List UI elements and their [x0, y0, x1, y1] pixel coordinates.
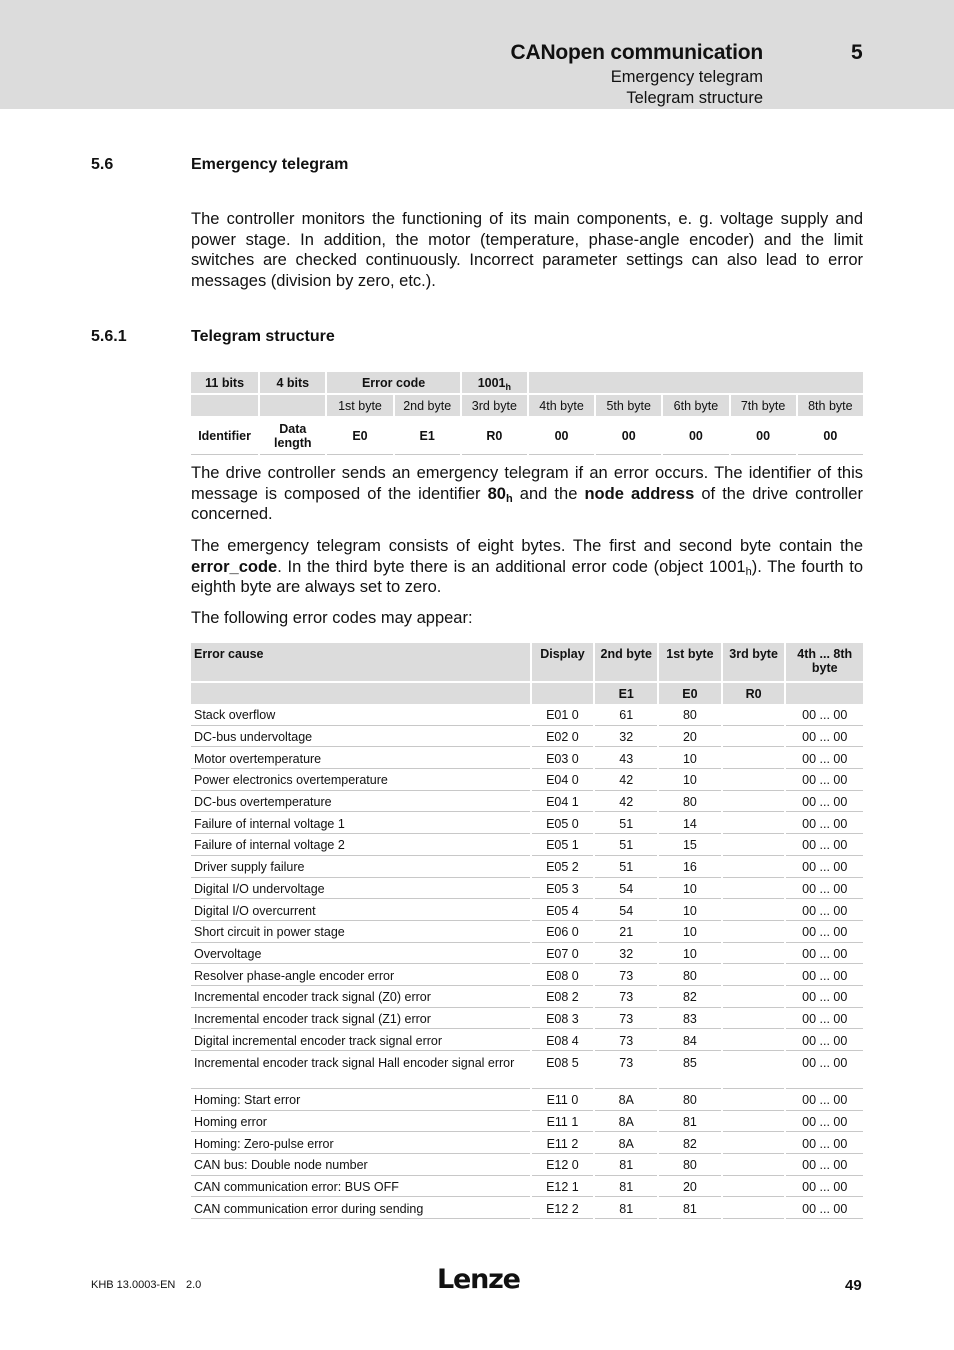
table-cell: Digital I/O undervoltage — [191, 880, 530, 900]
table-cell: 54 — [595, 901, 657, 921]
table-cell: 10 — [659, 945, 721, 965]
table-cell: 10 — [659, 901, 721, 921]
table-cell: 42 — [595, 793, 657, 813]
column-header: Error cause — [191, 643, 530, 681]
table-cell: Homing error — [191, 1113, 530, 1133]
table-cell: E07 0 — [532, 945, 594, 965]
table-cell — [723, 880, 785, 900]
byte-label: 4th byte — [529, 395, 594, 416]
table-cell — [723, 1053, 785, 1089]
column-header: 3rd byte — [723, 643, 785, 681]
table-cell — [723, 1031, 785, 1051]
table-cell: E08 3 — [532, 1010, 594, 1030]
empty-cell — [260, 395, 325, 416]
table-cell: E08 0 — [532, 966, 594, 986]
table-cell: 32 — [595, 728, 657, 748]
table-cell: 00 ... 00 — [786, 1031, 863, 1051]
table-row — [191, 1134, 863, 1154]
table-cell: Overvoltage — [191, 945, 530, 965]
table-cell — [723, 1199, 785, 1219]
table-cell: 42 — [595, 771, 657, 791]
table-cell: DC-bus overtemperature — [191, 793, 530, 813]
section-title: Emergency telegram — [191, 156, 349, 173]
lenze-logo: Lenze — [437, 1264, 520, 1295]
table-row — [191, 793, 863, 813]
table-cell: 80 — [659, 793, 721, 813]
table-cell: 80 — [659, 706, 721, 726]
header-subtitle-2: Telegram structure — [626, 89, 763, 107]
table-cell: 10 — [659, 771, 721, 791]
table-cell: 61 — [595, 706, 657, 726]
table-cell: E11 2 — [532, 1134, 594, 1154]
column-header: 1st byte — [659, 643, 721, 681]
table-cell: 21 — [595, 923, 657, 943]
column-header: 2nd byte — [595, 643, 657, 681]
table-cell: E12 0 — [532, 1156, 594, 1176]
table-cell: E05 3 — [532, 880, 594, 900]
byte-label: 6th byte — [663, 395, 728, 416]
table-cell: 10 — [659, 880, 721, 900]
table-cell: 00 ... 00 — [786, 728, 863, 748]
table-cell: 00 ... 00 — [786, 836, 863, 856]
table-cell: Short circuit in power stage — [191, 923, 530, 943]
table-cell — [723, 988, 785, 1008]
table-cell: Stack overflow — [191, 706, 530, 726]
table-cell: 80 — [659, 966, 721, 986]
table-cell: Homing: Zero-pulse error — [191, 1134, 530, 1154]
empty-cell — [191, 395, 258, 416]
subheader-cell: E1 — [595, 683, 657, 704]
table-cell: Homing: Start error — [191, 1091, 530, 1111]
table-cell: E12 1 — [532, 1178, 594, 1198]
table-cell: 51 — [595, 814, 657, 834]
table-cell: 85 — [659, 1053, 721, 1089]
table-cell: Incremental encoder track signal (Z1) error — [191, 1010, 530, 1030]
table-cell: 00 ... 00 — [786, 901, 863, 921]
table-row — [191, 858, 863, 878]
byte-value: 00 — [663, 418, 728, 455]
table-cell: 20 — [659, 1178, 721, 1198]
table-cell: 43 — [595, 749, 657, 769]
table-cell — [723, 1156, 785, 1176]
table-cell: 16 — [659, 858, 721, 878]
telegram-structure-table — [189, 370, 865, 457]
table-cell: 00 ... 00 — [786, 1010, 863, 1030]
subheader-cell: E0 — [659, 683, 721, 704]
chapter-title: CANopen communication — [510, 41, 763, 64]
subheader-cell — [786, 683, 863, 704]
table-cell: 73 — [595, 1010, 657, 1030]
table-cell: E04 0 — [532, 771, 594, 791]
error-code-header: Error code — [327, 372, 459, 393]
table-cell — [723, 1091, 785, 1111]
table-row — [191, 923, 863, 943]
table-cell: E12 2 — [532, 1199, 594, 1219]
table-row — [191, 814, 863, 834]
bits11-header: 11 bits — [191, 372, 258, 393]
byte-label: 1st byte — [327, 395, 392, 416]
byte-label: 5th byte — [596, 395, 661, 416]
table-cell: 00 ... 00 — [786, 1178, 863, 1198]
error-table-header — [191, 643, 863, 681]
table-cell: Power electronics overtemperature — [191, 771, 530, 791]
table-cell: 82 — [659, 1134, 721, 1154]
table-cell: 10 — [659, 923, 721, 943]
table-cell: 73 — [595, 1031, 657, 1051]
byte-label: 3rd byte — [462, 395, 527, 416]
byte-label: 2nd byte — [395, 395, 460, 416]
section-number: 5.6 — [91, 156, 114, 173]
table-cell — [723, 901, 785, 921]
table-row — [191, 1156, 863, 1176]
table-cell: 00 ... 00 — [786, 1156, 863, 1176]
table-cell — [723, 966, 785, 986]
table-cell: E03 0 — [532, 749, 594, 769]
byte-value: 00 — [798, 418, 863, 455]
chapter-number: 5 — [851, 41, 863, 64]
table-cell: 81 — [659, 1113, 721, 1133]
table-cell: E05 0 — [532, 814, 594, 834]
table-cell: E05 1 — [532, 836, 594, 856]
table-cell: 81 — [659, 1199, 721, 1219]
table-cell: E08 4 — [532, 1031, 594, 1051]
table-cell: 14 — [659, 814, 721, 834]
table-row — [191, 966, 863, 986]
table-cell: Digital incremental encoder track signal error — [191, 1031, 530, 1051]
table-cell: 00 ... 00 — [786, 1134, 863, 1154]
table-cell: 00 ... 00 — [786, 923, 863, 943]
subheader-cell — [532, 683, 594, 704]
table-row — [191, 728, 863, 748]
table-cell — [723, 1010, 785, 1030]
table-row — [191, 1031, 863, 1051]
table-row — [191, 945, 863, 965]
table-cell: 84 — [659, 1031, 721, 1051]
table-row — [191, 988, 863, 1008]
table-row — [191, 749, 863, 769]
table-row — [191, 1199, 863, 1219]
table-cell: 8A — [595, 1134, 657, 1154]
table-cell: DC-bus undervoltage — [191, 728, 530, 748]
table-cell: Incremental encoder track signal Hall encoder signal error — [191, 1053, 530, 1089]
table-cell: E11 0 — [532, 1091, 594, 1111]
document-version: 2.0 — [186, 1279, 202, 1291]
table-cell: 73 — [595, 966, 657, 986]
table-cell: 00 ... 00 — [786, 1113, 863, 1133]
column-header: 4th ... 8th byte — [786, 643, 863, 681]
table-cell: 00 ... 00 — [786, 1091, 863, 1111]
table-row — [191, 771, 863, 791]
table-cell: E01 0 — [532, 706, 594, 726]
header-subtitle-1: Emergency telegram — [610, 68, 763, 86]
table-cell: 20 — [659, 728, 721, 748]
table-cell: 32 — [595, 945, 657, 965]
table-cell — [723, 814, 785, 834]
document-number: KHB 13.0003-EN — [91, 1279, 176, 1291]
table-cell: Motor overtemperature — [191, 749, 530, 769]
header-band — [0, 0, 954, 109]
error-codes-intro: The following error codes may appear: — [191, 609, 473, 627]
table-cell: E04 1 — [532, 793, 594, 813]
table-cell: 00 ... 00 — [786, 880, 863, 900]
table-cell — [723, 771, 785, 791]
identifier-paragraph: The drive controller sends an emergency telegram if an error occurs. The identifier of this message is composed of the identifier $80_h$ and the node address of the drive controller concerned. — [191, 464, 863, 524]
table-cell: 00 ... 00 — [786, 1199, 863, 1219]
table-row — [191, 836, 863, 856]
table-cell: 00 ... 00 — [786, 749, 863, 769]
table-cell: Resolver phase-angle encoder error — [191, 966, 530, 986]
byte-value: R0 — [462, 418, 527, 455]
column-header: Display — [532, 643, 594, 681]
object-header: $1001_h$ — [462, 372, 527, 393]
table-cell: 80 — [659, 1091, 721, 1111]
table-cell: E05 4 — [532, 901, 594, 921]
table-cell — [723, 1134, 785, 1154]
table-cell — [723, 836, 785, 856]
table-cell — [723, 858, 785, 878]
error-table-body — [191, 706, 863, 1219]
table-cell: 00 ... 00 — [786, 793, 863, 813]
table-row — [191, 880, 863, 900]
subsection-number: 5.6.1 — [91, 328, 127, 345]
table-cell: 00 ... 00 — [786, 858, 863, 878]
table-cell: CAN bus: Double node number — [191, 1156, 530, 1176]
table-cell — [723, 923, 785, 943]
table-cell: E06 0 — [532, 923, 594, 943]
byte-value: 00 — [596, 418, 661, 455]
table-cell: 73 — [595, 1053, 657, 1089]
table-cell: Incremental encoder track signal (Z0) error — [191, 988, 530, 1008]
table-cell: CAN communication error during sending — [191, 1199, 530, 1219]
table-cell: 51 — [595, 858, 657, 878]
table-row — [191, 1178, 863, 1198]
table-cell — [723, 793, 785, 813]
table-cell: E08 5 — [532, 1053, 594, 1089]
table-cell: 82 — [659, 988, 721, 1008]
table-cell: 81 — [595, 1178, 657, 1198]
table-cell: 15 — [659, 836, 721, 856]
table-cell: 83 — [659, 1010, 721, 1030]
bytes-paragraph: The emergency telegram consists of eight bytes. The first and second byte contain the error_code. In the third byte there is an additional error code (object $1001_h$). The fourth to eighth byte are always set to zero. — [191, 537, 863, 597]
table-row — [191, 901, 863, 921]
byte-value: 00 — [529, 418, 594, 455]
byte-label: 8th byte — [798, 395, 863, 416]
table-cell: CAN communication error: BUS OFF — [191, 1178, 530, 1198]
byte-value: E0 — [327, 418, 392, 455]
table-row — [191, 1053, 863, 1089]
subsection-title: Telegram structure — [191, 328, 335, 345]
table-cell: Digital I/O overcurrent — [191, 901, 530, 921]
table-cell: E11 1 — [532, 1113, 594, 1133]
table-cell: Failure of internal voltage 2 — [191, 836, 530, 856]
data-length-label: Data length — [260, 418, 325, 455]
bits4-header: 4 bits — [260, 372, 325, 393]
table-cell — [723, 1113, 785, 1133]
error-codes-table — [189, 641, 865, 1221]
table-row — [191, 706, 863, 726]
table-row — [191, 1010, 863, 1030]
table-cell: E02 0 — [532, 728, 594, 748]
table-cell: 51 — [595, 836, 657, 856]
table-cell — [723, 1178, 785, 1198]
byte-label: 7th byte — [731, 395, 796, 416]
table-cell: 81 — [595, 1156, 657, 1176]
page-number: 49 — [845, 1277, 862, 1294]
table-cell: Driver supply failure — [191, 858, 530, 878]
table-cell — [723, 728, 785, 748]
table-cell — [723, 945, 785, 965]
table-cell: 00 ... 00 — [786, 814, 863, 834]
table-cell: 00 ... 00 — [786, 966, 863, 986]
table-row — [191, 1091, 863, 1111]
table-cell — [723, 706, 785, 726]
error-table-subheader — [191, 683, 863, 704]
table-cell — [723, 749, 785, 769]
table-cell: 00 ... 00 — [786, 945, 863, 965]
table-cell: 8A — [595, 1091, 657, 1111]
identifier-label: Identifier — [191, 418, 258, 455]
table-cell: 10 — [659, 749, 721, 769]
table-cell: Failure of internal voltage 1 — [191, 814, 530, 834]
table-cell: 00 ... 00 — [786, 1053, 863, 1089]
intro-paragraph: The controller monitors the functioning of its main components, e. g. voltage supply and power stage. In addition, the motor (temperature, phase-angle encoder) and the limit switches are checked continuously. Incorrect parameter settings can also lead to error messages (division by zero, etc.). — [191, 210, 863, 291]
byte-value: 00 — [731, 418, 796, 455]
empty-header — [529, 372, 863, 393]
table-cell: E08 2 — [532, 988, 594, 1008]
table-cell: 80 — [659, 1156, 721, 1176]
table-cell: 8A — [595, 1113, 657, 1133]
subheader-cell — [191, 683, 530, 704]
table-row — [191, 1113, 863, 1133]
table-cell: 00 ... 00 — [786, 988, 863, 1008]
table-cell: 73 — [595, 988, 657, 1008]
subheader-cell: R0 — [723, 683, 785, 704]
table-cell: 00 ... 00 — [786, 771, 863, 791]
table-cell: E05 2 — [532, 858, 594, 878]
table-cell: 81 — [595, 1199, 657, 1219]
byte-value: E1 — [395, 418, 460, 455]
table-cell: 54 — [595, 880, 657, 900]
table-cell: 00 ... 00 — [786, 706, 863, 726]
